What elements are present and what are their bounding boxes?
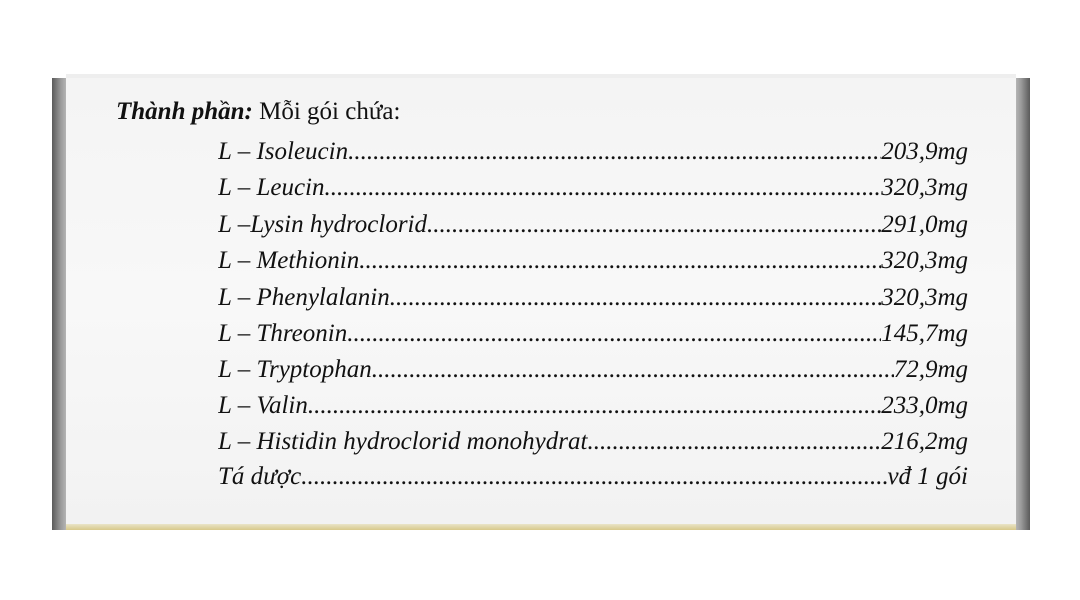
dot-leader — [308, 392, 881, 420]
ingredient-amount: 72,9mg — [893, 356, 968, 383]
ingredient-amount: 291,0mg — [881, 211, 968, 238]
dot-leader — [427, 211, 881, 239]
dot-leader — [359, 247, 881, 275]
ingredient-amount: 320,3mg — [881, 174, 968, 201]
dot-leader — [301, 463, 887, 491]
ingredient-row — [218, 392, 968, 424]
ingredient-amount: 233,0mg — [881, 392, 968, 419]
composition-subtitle: Mỗi gói chứa: — [252, 98, 401, 125]
dot-leader — [587, 428, 881, 456]
ingredient-row — [218, 320, 968, 352]
ingredient-name: L – Phenylalanin — [218, 284, 390, 311]
ingredient-name: L – Methionin — [218, 247, 360, 274]
composition-label: Thành phần: — [116, 98, 253, 125]
ingredient-name: L –Lysin hydroclorid — [218, 211, 427, 238]
ingredient-amount: 203,9mg — [881, 138, 968, 165]
ingredient-name: L – Threonin — [218, 320, 348, 347]
ingredient-name: L – Isoleucin — [218, 138, 349, 165]
ingredient-name: L – Tryptophan — [218, 356, 372, 383]
dot-leader — [325, 174, 882, 202]
ingredient-row — [218, 356, 968, 388]
ingredient-row — [218, 247, 968, 279]
ingredient-name: L – Valin — [218, 392, 308, 419]
ingredient-row — [218, 284, 968, 316]
ingredient-row — [218, 211, 968, 243]
ingredient-amount: 145,7mg — [881, 320, 968, 347]
ingredient-name: L – Histidin hydroclorid monohydrat — [218, 428, 588, 455]
ingredient-amount: 216,2mg — [881, 428, 968, 455]
dot-leader — [390, 284, 881, 312]
ingredient-amount: 320,3mg — [881, 284, 968, 311]
ingredient-amount: vđ 1 gói — [887, 463, 968, 490]
ingredient-name: L – Leucin — [218, 174, 325, 201]
ingredient-name: Tá dược — [218, 463, 302, 490]
composition-heading — [116, 98, 400, 126]
ingredient-row — [218, 174, 968, 206]
dot-leader — [348, 138, 881, 166]
box-bottom-edge — [66, 524, 1016, 530]
ingredient-amount: 320,3mg — [881, 247, 968, 274]
dot-leader — [372, 356, 894, 384]
dot-leader — [347, 320, 881, 348]
ingredient-row — [218, 463, 968, 495]
ingredient-row — [218, 138, 968, 170]
ingredient-row — [218, 428, 968, 460]
